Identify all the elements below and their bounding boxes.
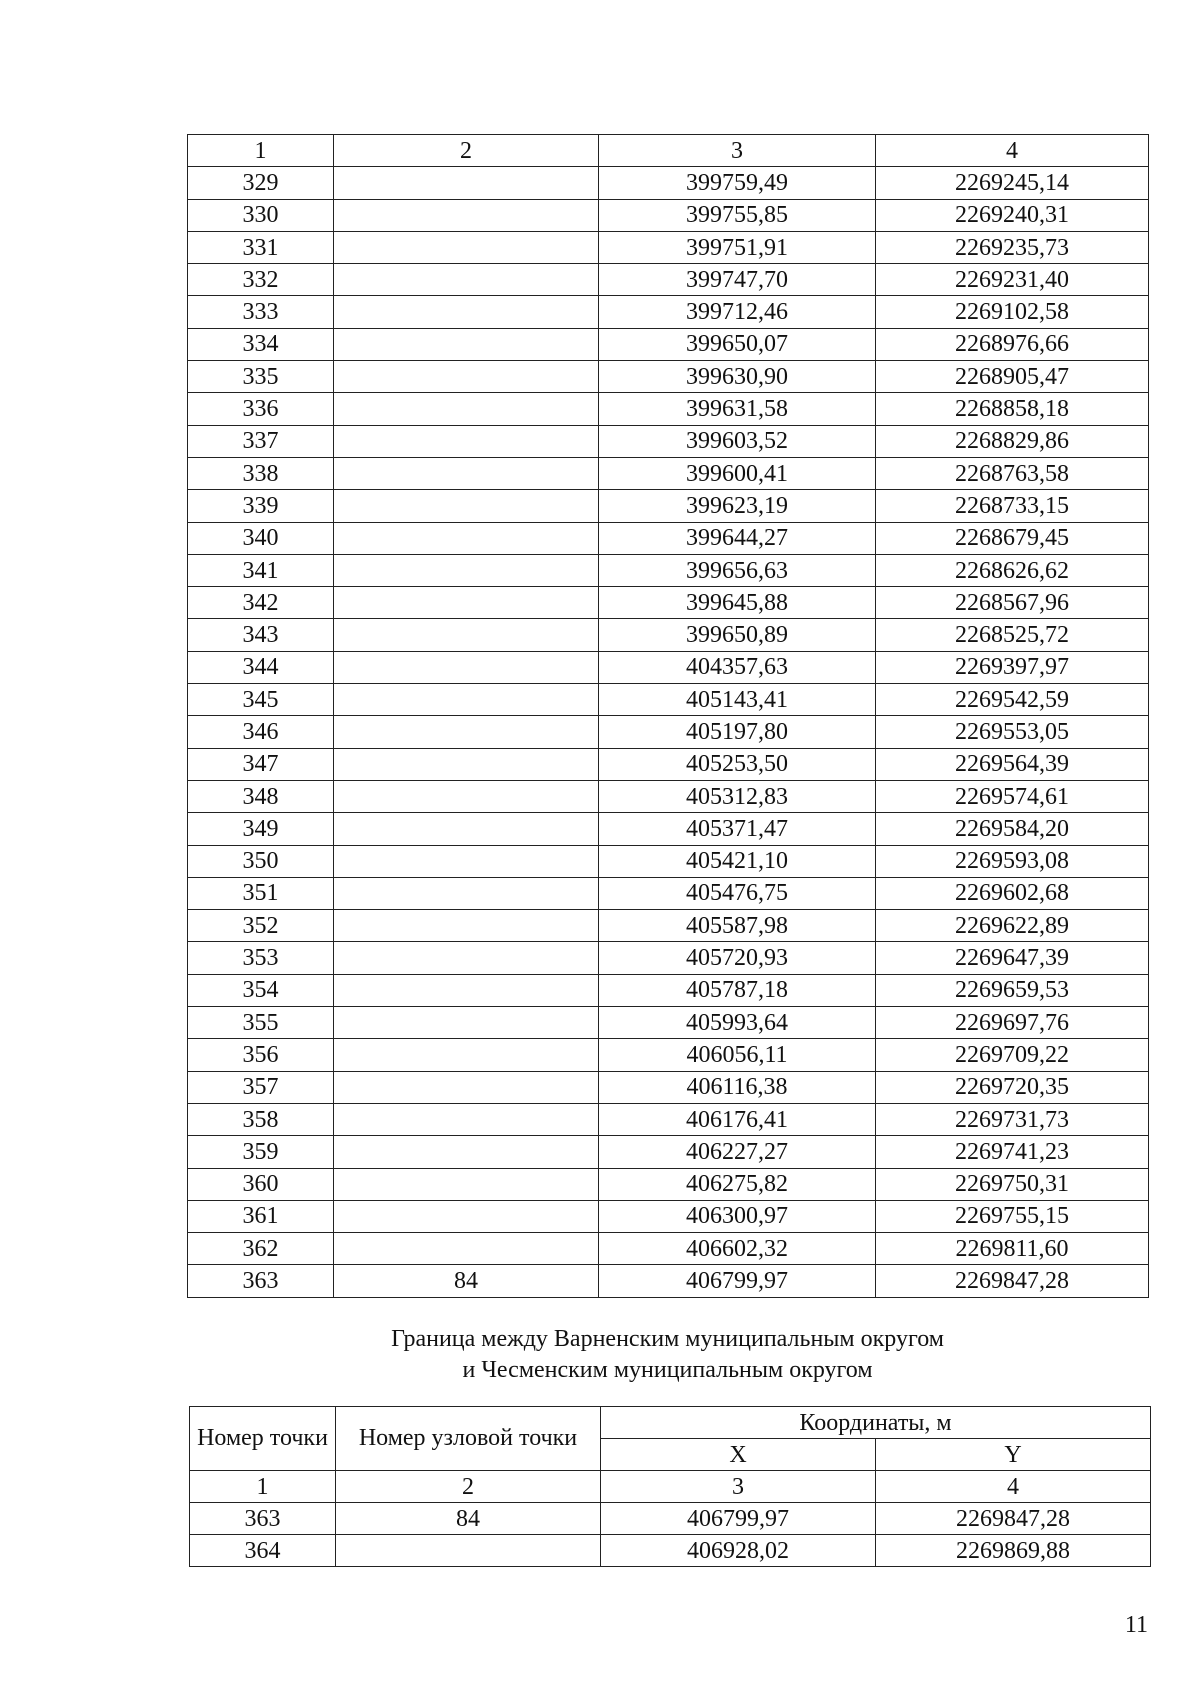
table-cell: 405253,50 — [599, 748, 876, 780]
table-cell: 344 — [188, 651, 334, 683]
table-cell: 399603,52 — [599, 425, 876, 457]
table-row — [188, 684, 1149, 716]
table-cell: 357 — [188, 1071, 334, 1103]
table-cell — [334, 199, 599, 231]
table-cell: 2269231,40 — [876, 264, 1149, 296]
table-cell: 348 — [188, 780, 334, 812]
section-title — [187, 1324, 1148, 1386]
table-cell: 405143,41 — [599, 684, 876, 716]
table-row — [188, 748, 1149, 780]
table-cell: 406056,11 — [599, 1039, 876, 1071]
table-cell — [334, 1200, 599, 1232]
table-cell: 399759,49 — [599, 167, 876, 199]
table-cell: 352 — [188, 910, 334, 942]
table-cell — [334, 845, 599, 877]
table-cell: 399656,63 — [599, 554, 876, 586]
column-number-cell: 3 — [601, 1471, 876, 1503]
table-cell: 347 — [188, 748, 334, 780]
table-row — [188, 231, 1149, 263]
column-number-cell: 2 — [334, 135, 599, 167]
table-cell — [334, 425, 599, 457]
table-row — [188, 199, 1149, 231]
table-cell: 363 — [190, 1503, 336, 1535]
table-row — [188, 1039, 1149, 1071]
table-cell: 339 — [188, 490, 334, 522]
header-row — [190, 1407, 1151, 1439]
table-cell: 405476,75 — [599, 877, 876, 909]
table-row — [188, 651, 1149, 683]
table-cell — [336, 1535, 601, 1567]
table-cell: 340 — [188, 522, 334, 554]
table-cell: 341 — [188, 554, 334, 586]
table-cell: 331 — [188, 231, 334, 263]
page-number: 11 — [1124, 1612, 1148, 1638]
table-cell — [334, 393, 599, 425]
table-row — [188, 587, 1149, 619]
table-cell — [334, 490, 599, 522]
boundary-coordinates-table-body — [190, 1407, 1151, 1567]
column-number-cell: 4 — [876, 135, 1149, 167]
table-cell: 350 — [188, 845, 334, 877]
table-cell: 406928,02 — [601, 1535, 876, 1567]
table-cell: 343 — [188, 619, 334, 651]
section-title-line-1: Граница между Варненским муниципальным округом — [391, 1326, 944, 1352]
table-cell — [334, 264, 599, 296]
table-cell: 361 — [188, 1200, 334, 1232]
table-cell — [334, 587, 599, 619]
table-cell: 2269584,20 — [876, 813, 1149, 845]
column-number-row — [190, 1471, 1151, 1503]
table-cell: 2268858,18 — [876, 393, 1149, 425]
table-row — [188, 942, 1149, 974]
section-title-line-2: и Чесменским муниципальным округом — [462, 1357, 873, 1383]
table-row — [188, 554, 1149, 586]
table-cell: 405993,64 — [599, 1007, 876, 1039]
table-cell — [334, 942, 599, 974]
table-row — [188, 522, 1149, 554]
coordinates-table — [187, 134, 1149, 1298]
table-cell: 2269750,31 — [876, 1168, 1149, 1200]
table-cell: 359 — [188, 1136, 334, 1168]
table-row — [188, 910, 1149, 942]
table-cell: 2269397,97 — [876, 651, 1149, 683]
table-row — [188, 780, 1149, 812]
table-cell: 406227,27 — [599, 1136, 876, 1168]
table-cell: 2269755,15 — [876, 1200, 1149, 1232]
table-cell: 360 — [188, 1168, 334, 1200]
table-row — [190, 1503, 1151, 1535]
table-cell: 399755,85 — [599, 199, 876, 231]
table-cell: 2269709,22 — [876, 1039, 1149, 1071]
table-cell: 399747,70 — [599, 264, 876, 296]
table-cell: 2269847,28 — [876, 1265, 1149, 1297]
table-cell — [334, 748, 599, 780]
table-cell — [334, 974, 599, 1006]
table-cell: 405421,10 — [599, 845, 876, 877]
table-cell: 399630,90 — [599, 361, 876, 393]
column-number-row — [188, 135, 1149, 167]
table-row — [188, 1103, 1149, 1135]
table-row — [188, 845, 1149, 877]
table-cell — [334, 1136, 599, 1168]
table-cell: 2269741,23 — [876, 1136, 1149, 1168]
table-cell: 2269245,14 — [876, 167, 1149, 199]
table-cell: 358 — [188, 1103, 334, 1135]
table-cell: 405787,18 — [599, 974, 876, 1006]
table-cell: 362 — [188, 1233, 334, 1265]
table-row — [190, 1535, 1151, 1567]
table-cell: 2269574,61 — [876, 780, 1149, 812]
table-row — [188, 1007, 1149, 1039]
table-cell: 2268763,58 — [876, 457, 1149, 489]
table-cell — [334, 684, 599, 716]
table-cell: 2268679,45 — [876, 522, 1149, 554]
table-row — [188, 167, 1149, 199]
table-cell — [334, 619, 599, 651]
table-cell: 2269235,73 — [876, 231, 1149, 263]
table-cell: 334 — [188, 328, 334, 360]
table-cell — [334, 877, 599, 909]
table-row — [188, 1265, 1149, 1297]
table-cell: 2269659,53 — [876, 974, 1149, 1006]
table-cell: 2269647,39 — [876, 942, 1149, 974]
table-cell — [334, 361, 599, 393]
column-number-cell: 2 — [336, 1471, 601, 1503]
table-cell: 405371,47 — [599, 813, 876, 845]
table-cell — [334, 813, 599, 845]
table-cell: 2269564,39 — [876, 748, 1149, 780]
table-cell — [334, 457, 599, 489]
table-cell: 2268905,47 — [876, 361, 1149, 393]
table-cell: 406116,38 — [599, 1071, 876, 1103]
table-row — [188, 877, 1149, 909]
table-cell: 338 — [188, 457, 334, 489]
table-cell: 399645,88 — [599, 587, 876, 619]
table-cell — [334, 231, 599, 263]
table-cell — [334, 522, 599, 554]
table-row — [188, 1200, 1149, 1232]
table-cell — [334, 651, 599, 683]
table-cell: 399644,27 — [599, 522, 876, 554]
table-row — [188, 393, 1149, 425]
table-cell: 406799,97 — [599, 1265, 876, 1297]
table-cell: 342 — [188, 587, 334, 619]
table-cell: 406275,82 — [599, 1168, 876, 1200]
table-cell: 2269102,58 — [876, 296, 1149, 328]
table-cell: 345 — [188, 684, 334, 716]
table-cell: 399650,07 — [599, 328, 876, 360]
table-cell: 2269720,35 — [876, 1071, 1149, 1103]
table-cell — [334, 328, 599, 360]
table-cell: 2269811,60 — [876, 1233, 1149, 1265]
table-row — [188, 361, 1149, 393]
table-cell: 336 — [188, 393, 334, 425]
table-cell: 335 — [188, 361, 334, 393]
coordinates-table-body — [188, 135, 1149, 1298]
table-cell: 84 — [336, 1503, 601, 1535]
table-row — [188, 1136, 1149, 1168]
table-row — [188, 490, 1149, 522]
table-cell: 2269622,89 — [876, 910, 1149, 942]
table-cell: 2269553,05 — [876, 716, 1149, 748]
table-cell — [334, 1233, 599, 1265]
table-cell: 2268567,96 — [876, 587, 1149, 619]
table-cell — [334, 1071, 599, 1103]
table-cell: 329 — [188, 167, 334, 199]
table-cell: 404357,63 — [599, 651, 876, 683]
table-cell: 333 — [188, 296, 334, 328]
table-cell — [334, 1103, 599, 1135]
table-cell: 2268626,62 — [876, 554, 1149, 586]
table-cell: 2268829,86 — [876, 425, 1149, 457]
table-row — [188, 619, 1149, 651]
table-cell: 337 — [188, 425, 334, 457]
table-cell: 399623,19 — [599, 490, 876, 522]
table-cell: 353 — [188, 942, 334, 974]
table-cell: 2268525,72 — [876, 619, 1149, 651]
table-row — [188, 974, 1149, 1006]
table-cell: 2269602,68 — [876, 877, 1149, 909]
table-row — [188, 425, 1149, 457]
table-cell — [334, 910, 599, 942]
table-cell — [334, 780, 599, 812]
x-header: X — [601, 1439, 876, 1471]
table-row — [188, 1233, 1149, 1265]
table-cell: 405312,83 — [599, 780, 876, 812]
table-row — [188, 457, 1149, 489]
point-number-header: Номер точки — [190, 1407, 336, 1471]
table-row — [188, 264, 1149, 296]
table-cell: 2268733,15 — [876, 490, 1149, 522]
boundary-coordinates-table — [189, 1406, 1151, 1567]
table-cell: 405197,80 — [599, 716, 876, 748]
table-cell — [334, 1168, 599, 1200]
table-cell: 406300,97 — [599, 1200, 876, 1232]
table-cell: 405587,98 — [599, 910, 876, 942]
table-cell — [334, 1039, 599, 1071]
table-cell: 355 — [188, 1007, 334, 1039]
table-cell: 406602,32 — [599, 1233, 876, 1265]
table-cell: 364 — [190, 1535, 336, 1567]
column-number-cell: 1 — [190, 1471, 336, 1503]
table-cell: 2269593,08 — [876, 845, 1149, 877]
table-cell: 332 — [188, 264, 334, 296]
table-row — [188, 328, 1149, 360]
table-cell — [334, 167, 599, 199]
table-cell: 84 — [334, 1265, 599, 1297]
table-cell: 2268976,66 — [876, 328, 1149, 360]
table-row — [188, 813, 1149, 845]
column-number-cell: 1 — [188, 135, 334, 167]
table-row — [188, 1168, 1149, 1200]
column-number-cell: 4 — [876, 1471, 1151, 1503]
table-cell: 356 — [188, 1039, 334, 1071]
coordinates-header: Координаты, м — [601, 1407, 1151, 1439]
table-cell — [334, 1007, 599, 1039]
table-cell: 354 — [188, 974, 334, 1006]
table-row — [188, 716, 1149, 748]
node-number-header: Номер узловой точки — [336, 1407, 601, 1471]
table-cell: 399600,41 — [599, 457, 876, 489]
table-cell: 399751,91 — [599, 231, 876, 263]
table-cell: 399650,89 — [599, 619, 876, 651]
column-number-cell: 3 — [599, 135, 876, 167]
table-cell: 330 — [188, 199, 334, 231]
table-row — [188, 296, 1149, 328]
table-cell: 2269240,31 — [876, 199, 1149, 231]
table-cell — [334, 554, 599, 586]
table-cell: 406799,97 — [601, 1503, 876, 1535]
table-cell: 406176,41 — [599, 1103, 876, 1135]
table-cell: 2269697,76 — [876, 1007, 1149, 1039]
table-cell: 405720,93 — [599, 942, 876, 974]
table-cell — [334, 296, 599, 328]
table-cell: 2269731,73 — [876, 1103, 1149, 1135]
table-cell: 346 — [188, 716, 334, 748]
table-cell: 349 — [188, 813, 334, 845]
table-cell — [334, 716, 599, 748]
y-header: Y — [876, 1439, 1151, 1471]
table-cell: 399631,58 — [599, 393, 876, 425]
table-cell: 2269542,59 — [876, 684, 1149, 716]
table-cell: 2269869,88 — [876, 1535, 1151, 1567]
table-cell: 351 — [188, 877, 334, 909]
table-cell: 2269847,28 — [876, 1503, 1151, 1535]
table-cell: 399712,46 — [599, 296, 876, 328]
table-cell: 363 — [188, 1265, 334, 1297]
table-row — [188, 1071, 1149, 1103]
